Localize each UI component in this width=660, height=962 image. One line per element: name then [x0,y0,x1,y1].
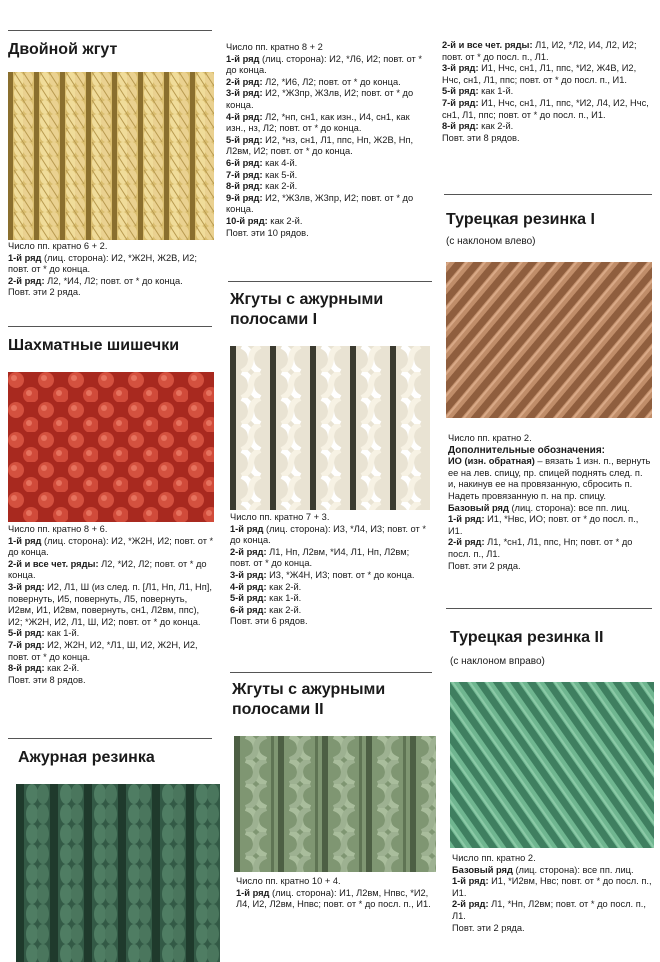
section-title-azhurnaya: Ажурная резинка [18,749,155,766]
text-line: Число пп. кратно 8 + 2 [226,42,323,52]
divider [444,194,652,195]
text-line: ИО (изн. обратная) – вязать 1 изн. п., вернуть ее на лев. спицу, пр. спицей поднять след. п. и, накинув ее на провязанную, сбросить п. Надеть провязанную п. на пр. спицу. [448,456,651,501]
photo-shishechki [8,372,214,522]
text-line: 7-й ряд: И1, Нчс, сн1, Л1, ппс, *И2, Л4, И2, Нчс, сн1, Л1, ппс; повт. от * до посл. п., И1. [442,97,649,120]
text-line: 2-й ряд: Л2, *И4, Л2; повт. от * до конца. [8,275,183,286]
text-line: 7-й ряд: как 5-й. [226,169,298,180]
photo-zhguty1 [230,346,430,510]
text-line: Повт. эти 10 рядов. [226,227,309,238]
text-line: Повт. эти 2 ряда. [452,922,525,933]
text-line: 1-й ряд: И1, *Нвс, ИО; повт. от * до посл. п., И1. [448,514,639,536]
text-line: Число пп. кратно 10 + 4. [236,876,341,886]
text-line: 5-й ряд: как 1-й. [8,628,80,639]
text-line: 6-й ряд: как 2-й. [230,604,302,615]
photo-dvoynoy-zhgut [8,72,214,240]
text-tureckaya1 [448,433,652,572]
text-line: 7-й ряд: И2, Ж2Н, И2, *Л1, Ш, И2, Ж2Н, И2, повт. от * до конца. [8,639,198,662]
text-line: Число пп. кратно 2. [452,853,536,863]
text-line: 5-й ряд: как 1-й. [230,593,302,604]
divider [8,738,212,739]
section-title-zhguty1: Жгуты с ажурными полосами I [230,291,384,328]
text-line: Базовый ряд (лиц. сторона): все пп. лиц. [452,864,634,875]
text-line: 6-й ряд: как 4-й. [226,157,298,168]
photo-tureckaya2 [450,682,654,848]
text-line: 3-й ряд: И2, Л1, Ш (из след. п. [Л1, Нп, Л1, Нп], повернуть, И5, повернуть, Л5, повернуть, И2вм, И1, И2вм, повернуть, сн1, Л2вм, ппс), И2; *Ж2Н, И2, Л1, Ш, И2; повт. от * до конца. [8,581,212,627]
text-line: 1-й ряд (лиц. сторона): И2, *Ж2Н, И2; повт. от * до конца. [8,535,214,558]
section-subtitle-tureckaya2: (с наклоном вправо) [450,656,545,667]
text-line: Число пп. кратно 6 + 2. [8,241,108,251]
section-title-tureckaya1: Турецкая резинка I [446,211,595,228]
text-line: 9-й ряд: И2, *Ж3лв, Ж3пр, И2; повт. от * до конца. [226,192,414,215]
section-title-dvoynoy: Двойной жгут [8,41,118,58]
photo-zhguty2 [234,736,436,872]
text-line: Базовый ряд (лиц. сторона): все пп. лиц. [448,502,630,513]
text-line: Число пп. кратно 2. [448,433,532,443]
text-col2-top [226,42,432,239]
text-line: Дополнительные обозначения: [448,444,605,456]
text-line: 2-й ряд: Л1, *Нп, Л2вм; повт. от * до посл. п., Л1. [452,899,646,921]
text-line: 8-й ряд: как 2-й. [442,121,514,132]
text-line: 10-й ряд: как 2-й. [226,215,303,226]
text-dvoynoy [8,241,214,299]
text-col3-top [442,40,652,144]
text-line: Повт. эти 2 ряда. [8,287,81,298]
divider [230,672,432,673]
text-line: 4-й ряд: Л2, *нп, сн1, как изн., И4, сн1, как изн., нз, Л2; повт. от * до конца. [226,111,410,134]
text-line: Повт. эти 8 рядов. [442,132,520,143]
divider [8,326,212,327]
text-line: Повт. эти 2 ряда. [448,560,521,571]
text-line: Число пп. кратно 8 + 6. [8,524,108,534]
photo-azhurnaya-rezinka [16,784,220,962]
text-line: 2-й ряд: Л1, Нп, Л2вм, *И4, Л1, Нп, Л2вм; повт. от * до конца. [230,546,410,569]
text-line: 4-й ряд: как 2-й. [230,581,302,592]
section-title-shishechki: Шахматные шишечки [8,337,180,354]
text-line: Число пп. кратно 7 + 3. [230,512,330,522]
text-line: 1-й ряд (лиц. сторона): И1, Л2вм, Нпвс, *И2, Л4, И2, Л2вм, Нпвс; повт. от * до посл. п., И1. [236,887,431,910]
text-line: 2-й ряд: Л2, *И6, Л2; повт. от * до конца. [226,76,401,87]
section-title-tureckaya2: Турецкая резинка II [450,629,604,646]
text-line: 2-й и все чет. ряды: Л2, *И2, Л2; повт. от * до конца. [8,558,207,581]
photo-tureckaya1 [446,262,652,418]
text-line: 8-й ряд: как 2-й. [226,181,298,192]
text-line: 1-й ряд (лиц. сторона): И2, *Ж2Н, Ж2В, И2; повт. от * до конца. [8,252,197,275]
text-zhguty1 [230,512,432,628]
text-line: 2-й и все чет. ряды: Л1, И2, *Л2, И4, Л2, И2; повт. от * до посл. п., Л1. [442,40,637,62]
divider [446,608,652,609]
text-tureckaya2 [452,853,654,934]
text-shishechki [8,524,214,686]
section-subtitle-tureckaya1: (с наклоном влево) [446,236,536,247]
text-line: 3-й ряд: И3, *Ж4Н, И3; повт. от * до конца. [230,569,415,580]
text-line: 3-й ряд: И1, Нчс, сн1, Л1, ппс, *И2, Ж4В, И2, Нчс, сн1, Л1, ппс; повт. от * до посл. п., И1. [442,63,637,85]
text-line: 3-й ряд: И2, *Ж3пр, Ж3лв, И2; повт. от * до конца. [226,88,414,110]
text-line: 5-й ряд: И2, *нз, сн1, Л1, ппс, Нп, Ж2В, Нп, Л2вм, И2; повт. от * до конца. [226,134,414,157]
text-line: 1-й ряд (лиц. сторона): И2, *Л6, И2; повт. от * до конца. [226,53,422,76]
text-line: 5-й ряд: как 1-й. [442,86,514,97]
section-title-zhguty2: Жгуты с ажурными полосами II [232,681,386,718]
text-zhguty2 [236,876,436,911]
text-line: 1-й ряд: И1, *И2вм, Нвс; повт. от * до посл. п., И1. [452,876,652,898]
text-line: 2-й ряд: Л1, *сн1, Л1, ппс, Нп; повт. от * до посл. п., Л1. [448,537,633,559]
divider [8,30,212,31]
divider [228,281,432,282]
text-line: 8-й ряд: как 2-й. [8,663,80,674]
text-line: Повт. эти 6 рядов. [230,616,308,627]
text-line: 1-й ряд (лиц. сторона): И3, *Л4, И3; повт. от * до конца. [230,523,426,546]
text-line: Повт. эти 8 рядов. [8,674,86,685]
